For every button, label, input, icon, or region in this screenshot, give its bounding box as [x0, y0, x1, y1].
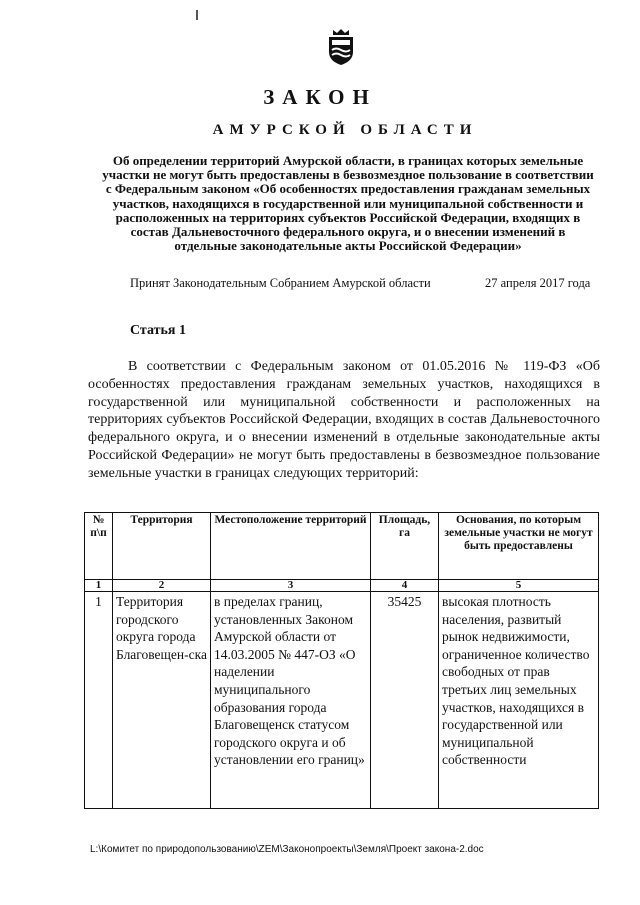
- row-area: 35425: [371, 592, 439, 809]
- column-number: 5: [439, 580, 599, 592]
- adopted-by: Принят Законодательным Собранием Амурской области: [130, 276, 431, 290]
- header-reason: Основания, по которым земельные участки не могут быть предоставлены: [439, 513, 599, 580]
- row-reason: высокая плотность населения, развитый рынок недвижимости, ограниченное количество свободных от прав третьих лиц земельных участков, находящихся в государственной или муниципальной собственности: [439, 592, 599, 809]
- adopted-date: 27 апреля 2017 года: [485, 276, 591, 290]
- article-paragraph: В соответствии с Федеральным законом от 01.05.2016 № 119-ФЗ «Об особенностях предоставления гражданам земельных участков, находящихся в государственной или муниципальной собственности и расположенных на территориях субъектов Российской Федерации, входящих в состав Дальневосточного федерального округа, и о внесении изменений в отдельные законодательные акты Российской Федерации» не могут быть предоставлены в безвозмездное пользование земельные участки в границах следующих территорий:: [88, 359, 600, 481]
- column-number: 1: [85, 580, 113, 592]
- column-number: 2: [113, 580, 211, 592]
- row-number: 1: [85, 592, 113, 809]
- header-location: Местоположение территорий: [211, 513, 371, 580]
- article-title: Статья 1: [130, 323, 186, 338]
- file-path-footer: L:\Комитет по природопользованию\ZEM\Законопроекты\Земля\Проект закона-2.doc: [90, 844, 484, 855]
- column-number-row: [85, 580, 599, 592]
- table-header-row: [85, 513, 599, 580]
- table-row: [85, 592, 599, 809]
- article-body: [88, 358, 600, 483]
- header-number: № п\п: [85, 513, 113, 580]
- territories-table: [84, 512, 599, 809]
- row-location: в пределах границ, установленных Законом Амурской области от 14.03.2005 № 447-ОЗ «О наделении муниципального образования города Благовещенск статусом городского округа и об установлении его границ»: [211, 592, 371, 809]
- header-territory: Территория: [113, 513, 211, 580]
- row-territory: Территория городского округа города Благовещен-ска: [113, 592, 211, 809]
- coat-of-arms-icon: [326, 28, 356, 66]
- column-number: 3: [211, 580, 371, 592]
- header-area: Площадь, га: [371, 513, 439, 580]
- scan-mark: [196, 10, 198, 20]
- document-heading: ЗАКОН: [263, 85, 377, 109]
- region-heading: АМУРСКОЙ ОБЛАСТИ: [212, 122, 478, 138]
- law-title: Об определении территорий Амурской области, в границах которых земельные участки не могут быть предоставлены в безвозмездное пользование в соответствии с Федеральным законом «Об особенностях предоставления гражданам земельных участков, находящихся в государственной или муниципальной собственности и расположенных на территориях субъектов Российской Федерации, входящих в состав Дальневосточного федерального округа, и о внесении изменений в отдельные законодательные акты Российской Федерации»: [102, 153, 594, 254]
- column-number: 4: [371, 580, 439, 592]
